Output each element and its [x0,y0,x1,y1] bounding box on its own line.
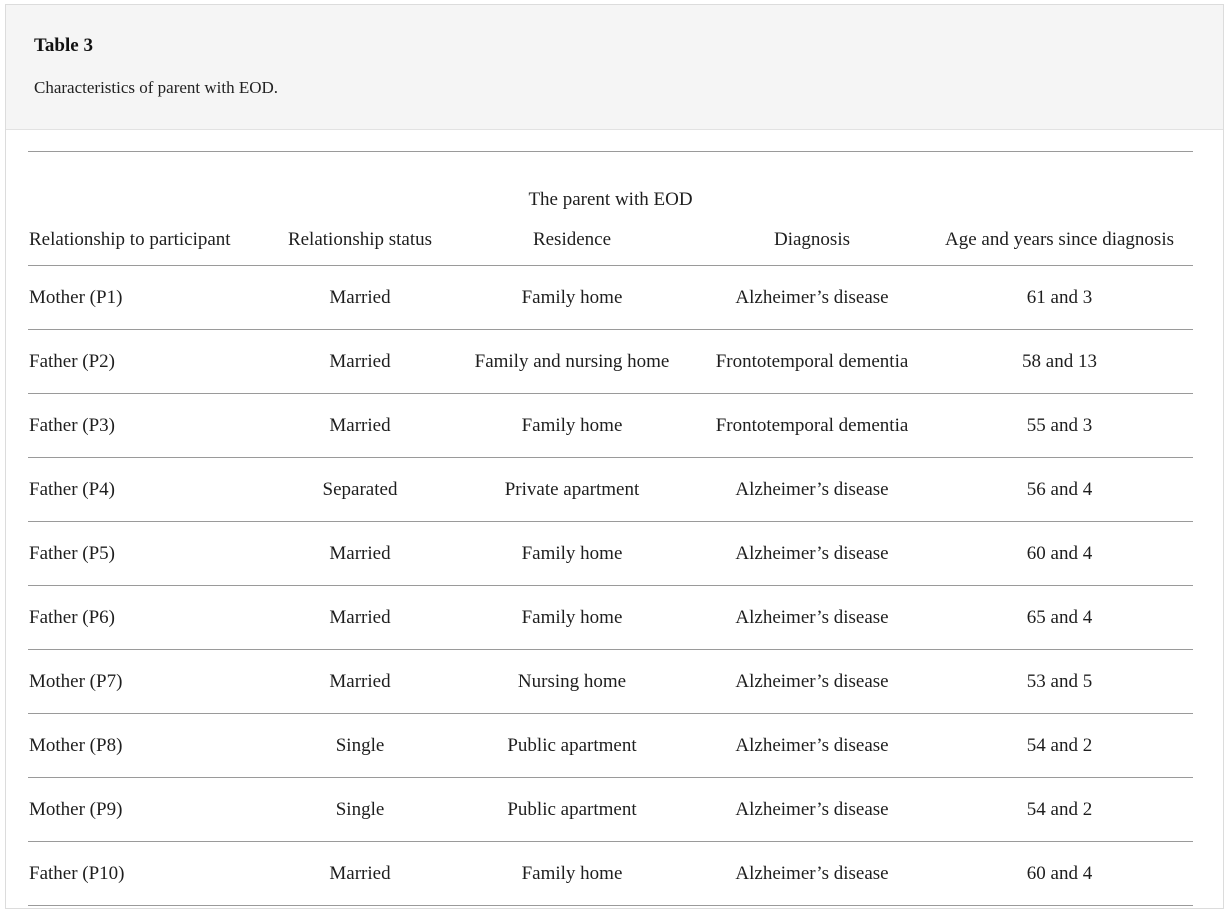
diagnosis-cell: Alzheimer’s disease [698,522,926,586]
residence-cell: Family and nursing home [446,330,698,394]
relationship-cell: Father (P10) [28,842,274,906]
diagnosis-cell: Alzheimer’s disease [698,842,926,906]
spanning-header-row [28,152,1193,216]
age-cell: 55 and 3 [926,394,1193,458]
residence-cell: Private apartment [446,458,698,522]
diagnosis-cell: Alzheimer’s disease [698,266,926,330]
table-caption: Characteristics of parent with EOD. [34,78,279,97]
table-container [28,151,1193,906]
residence-cell: Public apartment [446,778,698,842]
column-header: Relationship status [274,215,446,266]
table-row [28,394,1193,458]
caption-box [6,5,1223,130]
diagnosis-cell: Frontotemporal dementia [698,394,926,458]
status-cell: Married [274,586,446,650]
table-row [28,714,1193,778]
table-row [28,522,1193,586]
diagnosis-cell: Frontotemporal dementia [698,330,926,394]
diagnosis-cell: Alzheimer’s disease [698,458,926,522]
table-row [28,330,1193,394]
table-row [28,586,1193,650]
residence-cell: Family home [446,586,698,650]
residence-cell: Family home [446,266,698,330]
age-cell: 54 and 2 [926,714,1193,778]
table-row [28,778,1193,842]
diagnosis-cell: Alzheimer’s disease [698,714,926,778]
relationship-cell: Father (P2) [28,330,274,394]
table-body [28,266,1193,906]
relationship-cell: Mother (P1) [28,266,274,330]
relationship-cell: Mother (P7) [28,650,274,714]
status-cell: Married [274,522,446,586]
relationship-cell: Father (P5) [28,522,274,586]
age-cell: 60 and 4 [926,842,1193,906]
status-cell: Married [274,394,446,458]
relationship-cell: Father (P6) [28,586,274,650]
column-header: Residence [446,215,698,266]
relationship-cell: Father (P4) [28,458,274,522]
relationship-cell: Mother (P8) [28,714,274,778]
residence-cell: Family home [446,394,698,458]
status-cell: Married [274,650,446,714]
column-header: Age and years since diagnosis [926,215,1193,266]
characteristics-table [28,151,1193,906]
table-row [28,266,1193,330]
age-cell: 61 and 3 [926,266,1193,330]
age-cell: 60 and 4 [926,522,1193,586]
residence-cell: Family home [446,522,698,586]
column-header: Relationship to participant [28,215,274,266]
age-cell: 58 and 13 [926,330,1193,394]
table-row [28,842,1193,906]
residence-cell: Nursing home [446,650,698,714]
table-row [28,650,1193,714]
table-row [28,458,1193,522]
age-cell: 65 and 4 [926,586,1193,650]
age-cell: 56 and 4 [926,458,1193,522]
relationship-cell: Mother (P9) [28,778,274,842]
column-header-row [28,215,1193,266]
status-cell: Single [274,714,446,778]
status-cell: Single [274,778,446,842]
status-cell: Married [274,266,446,330]
table-label: Table 3 [34,35,93,56]
status-cell: Married [274,330,446,394]
diagnosis-cell: Alzheimer’s disease [698,586,926,650]
status-cell: Married [274,842,446,906]
residence-cell: Family home [446,842,698,906]
diagnosis-cell: Alzheimer’s disease [698,778,926,842]
column-header: Diagnosis [698,215,926,266]
diagnosis-cell: Alzheimer’s disease [698,650,926,714]
residence-cell: Public apartment [446,714,698,778]
age-cell: 53 and 5 [926,650,1193,714]
status-cell: Separated [274,458,446,522]
relationship-cell: Father (P3) [28,394,274,458]
spanning-header: The parent with EOD [28,152,1193,216]
age-cell: 54 and 2 [926,778,1193,842]
